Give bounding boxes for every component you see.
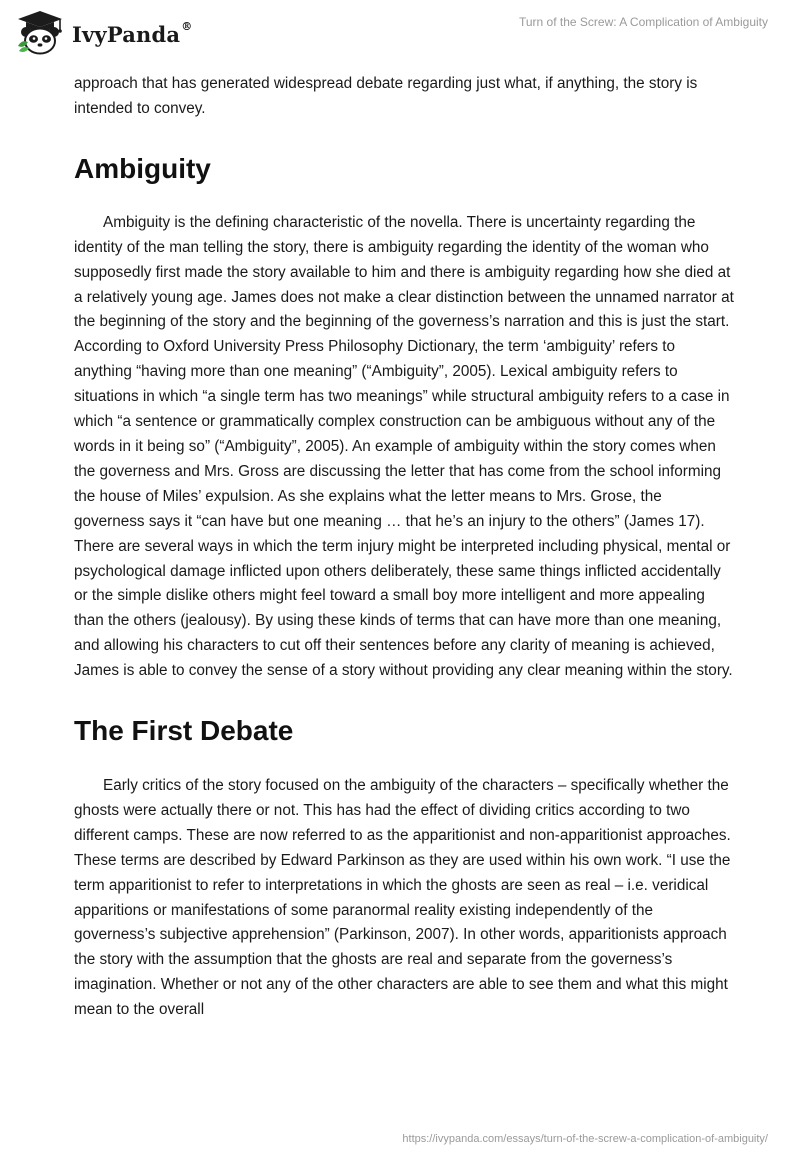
brand-name: IvyPanda®: [72, 19, 193, 47]
section-heading-ambiguity: Ambiguity: [74, 152, 211, 184]
section-heading-first-debate: The First Debate: [74, 715, 294, 747]
page-header: [0, 0, 800, 70]
source-url[interactable]: https://ivypanda.com/essays/turn-of-the-screw-a-complication-of-ambiguity/: [402, 1133, 768, 1145]
section-paragraph-ambiguity: Ambiguity is the defining characteristic of the novella. There is uncertainty regarding the identity of the man telling the story, there is ambiguity regarding the identity of the woman who supposedly first made the story available to him and there is ambiguity regarding how she died at a relatively young age. James does not make a clear distinction between the unnamed narrator at the beginning of the story and the beginning of the governess’s narration and this is just the start. According to Oxford University Press Philosophy Dictionary, the term ‘ambiguity’ refers to anything “having more than one meaning” (“Ambiguity”, 2005). Lexical ambiguity refers to situations in which “a single term has two meanings” while structural ambiguity refers to a case in which “a sentence or grammatically complex construction can be ambiguous without any of the words in it being so” (“Ambiguity”, 2005). An example of ambiguity within the story comes when the governess and Mrs. Gross are discussing the letter that has come from the school informing the house of Miles’ expulsion. As she explains what the letter means to Mrs. Grose, the governess says it “can have but one meaning … that he’s an injury to the others” (James 17). There are several ways in which the term injury might be interpreted including physical, mental or psychological damage inflicted upon others deliberately, these same things inflicted accidentally or the simple dislike others might feel toward a small boy more intelligent and more appealing than the others (jealousy). By using these kinds of terms that can have more than one meaning, and allowing his characters to cut off their sentences before any clarity of meaning is achieved, James is able to convey the sense of a story without providing any clear meaning within the story.: [74, 213, 734, 680]
document-title: Turn of the Screw: A Complication of Ambiguity: [518, 15, 768, 29]
brand-logo[interactable]: [14, 8, 192, 56]
registered-mark: ®: [181, 19, 193, 33]
section-paragraph-first-debate: Early critics of the story focused on the ambiguity of the characters – specifically whether the ghosts were actually there or not. This has had the effect of dividing critics according to two different camps. These are now referred to as the apparitionist and non-apparitionist approaches. These terms are described by Edward Parkinson as they are used within his own work. “I use the term apparitionist to refer to interpretations in which the ghosts are seen as real – i.e. veridical apparitions or manifestations of some paranormal reality existing independently of the governess’s subjective apprehension” (Parkinson, 2007). In other words, apparitionists approach the story with the assumption that the ghosts are real and separate from the governess’s imagination. Whether or not any of the other characters are able to see them and what this might mean to the overall: [74, 777, 731, 1019]
essay-content: [74, 72, 734, 1023]
intro-paragraph: approach that has generated widespread debate regarding just what, if anything, the story is intended to convey.: [74, 75, 698, 117]
panda-graduation-cap-icon: [14, 8, 66, 56]
